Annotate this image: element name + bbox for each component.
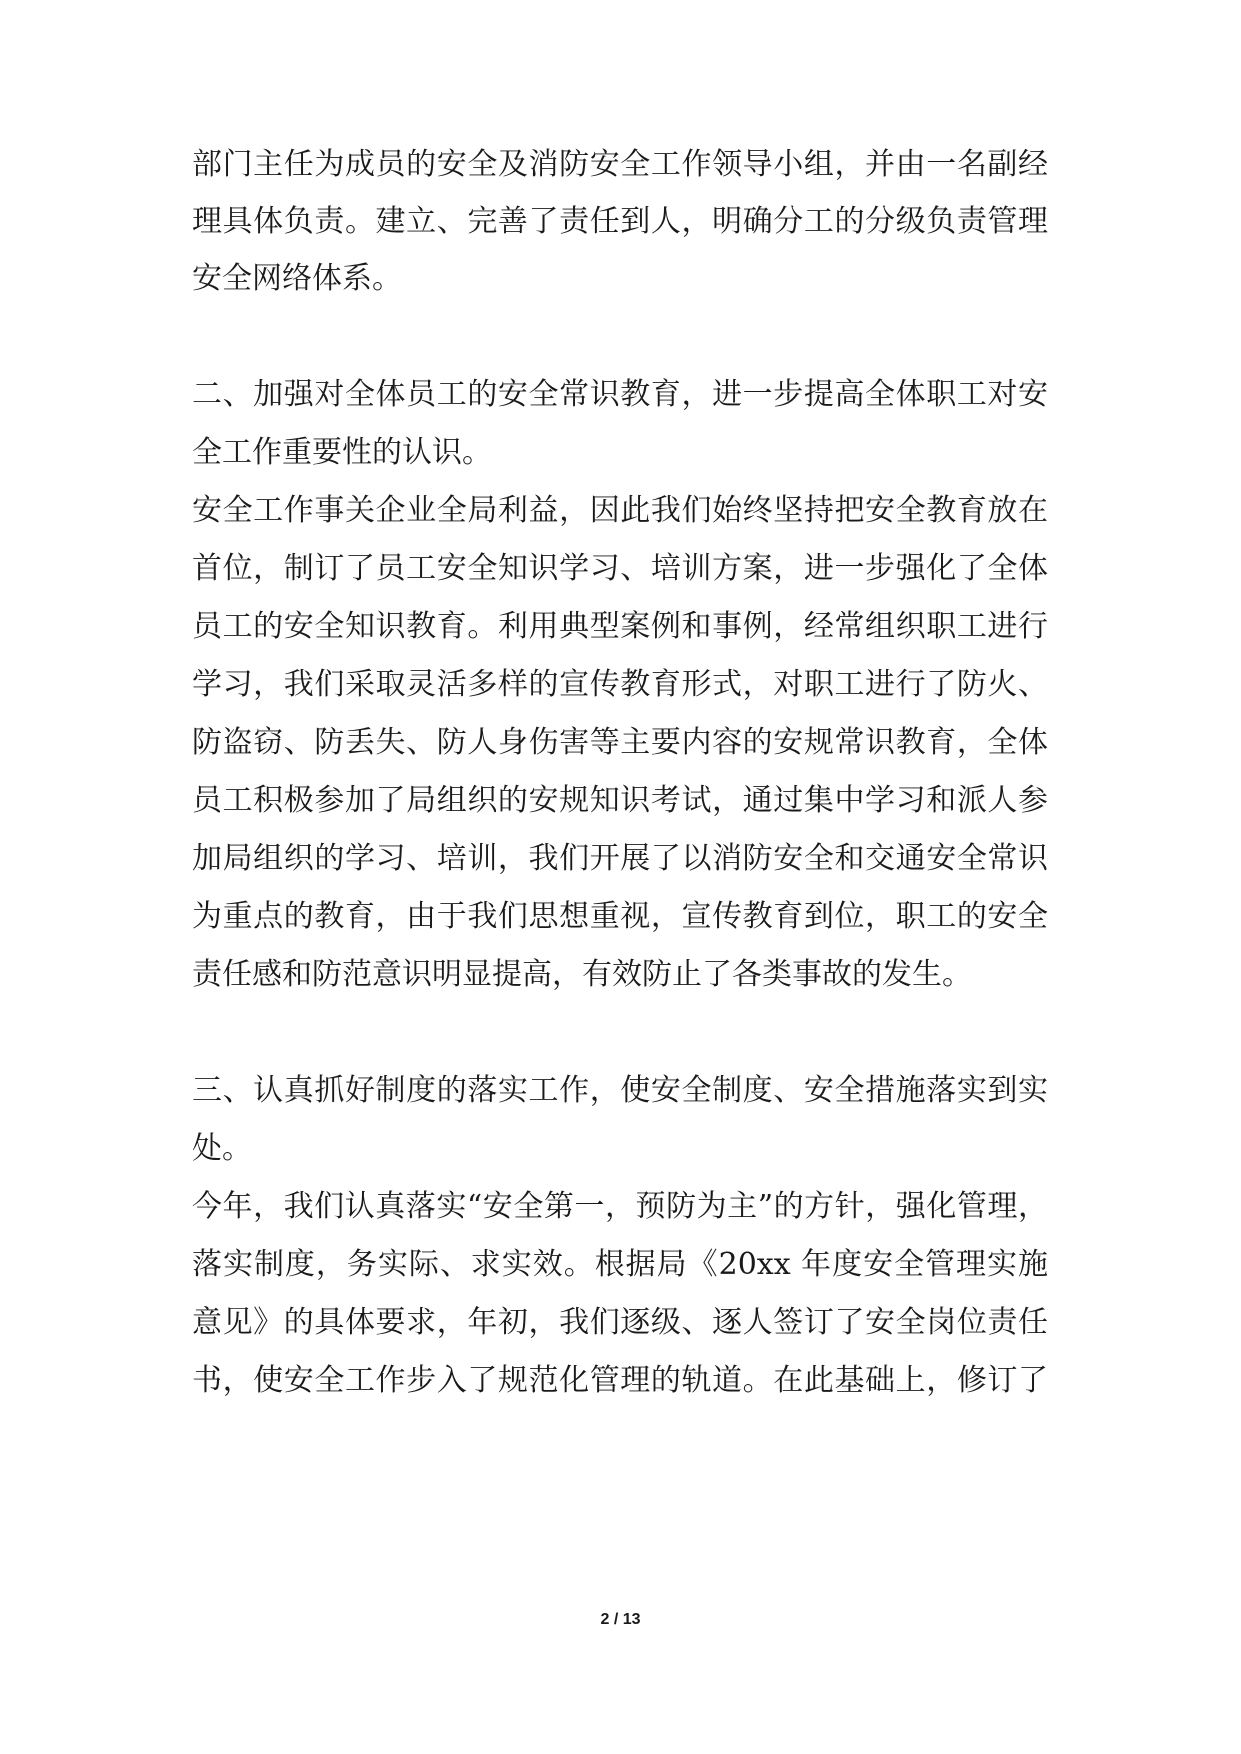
text-line: 为重点的教育，由于我们思想重视，宣传教育到位，职工的安全 bbox=[192, 899, 1048, 934]
text-line: 加局组织的学习、培训，我们开展了以消防安全和交通安全常识 bbox=[192, 841, 1048, 876]
section-heading-2-cont: 全工作重要性的认识。 bbox=[192, 435, 492, 470]
text-line: 落实制度，务实际、求实效。根据局《20xx 年度安全管理实施 bbox=[192, 1247, 1048, 1282]
text-line: 责任感和防范意识明显提高，有效防止了各类事故的发生。 bbox=[192, 957, 972, 992]
text-line: 员工积极参加了局组织的安规知识考试，通过集中学习和派人参 bbox=[192, 783, 1048, 818]
section-heading-3: 三、认真抓好制度的落实工作，使安全制度、安全措施落实到实 bbox=[192, 1073, 1048, 1108]
text-line: 员工的安全知识教育。利用典型案例和事例，经常组织职工进行 bbox=[192, 609, 1048, 644]
text-line: 理具体负责。建立、完善了责任到人，明确分工的分级负责管理 bbox=[192, 204, 1048, 239]
page-number: 2 / 13 bbox=[600, 1611, 641, 1628]
text-line: 部门主任为成员的安全及消防安全工作领导小组，并由一名副经 bbox=[192, 147, 1048, 182]
section-heading-2: 二、加强对全体员工的安全常识教育，进一步提高全体职工对安 bbox=[192, 377, 1048, 412]
section-heading-3-cont: 处。 bbox=[192, 1131, 252, 1166]
text-line: 首位，制订了员工安全知识学习、培训方案，进一步强化了全体 bbox=[192, 551, 1048, 586]
text-line: 学习，我们采取灵活多样的宣传教育形式，对职工进行了防火、 bbox=[192, 667, 1048, 702]
text-line: 防盗窃、防丢失、防人身伤害等主要内容的安规常识教育，全体 bbox=[192, 725, 1048, 760]
text-line: 今年，我们认真落实“安全第一，预防为主”的方针，强化管理， bbox=[192, 1189, 1048, 1224]
text-line: 意见》的具体要求，年初，我们逐级、逐人签订了安全岗位责任 bbox=[192, 1305, 1048, 1340]
text-line: 书，使安全工作步入了规范化管理的轨道。在此基础上，修订了 bbox=[192, 1363, 1048, 1398]
text-line: 安全网络体系。 bbox=[192, 261, 402, 296]
text-line: 安全工作事关企业全局利益，因此我们始终坚持把安全教育放在 bbox=[192, 493, 1048, 528]
